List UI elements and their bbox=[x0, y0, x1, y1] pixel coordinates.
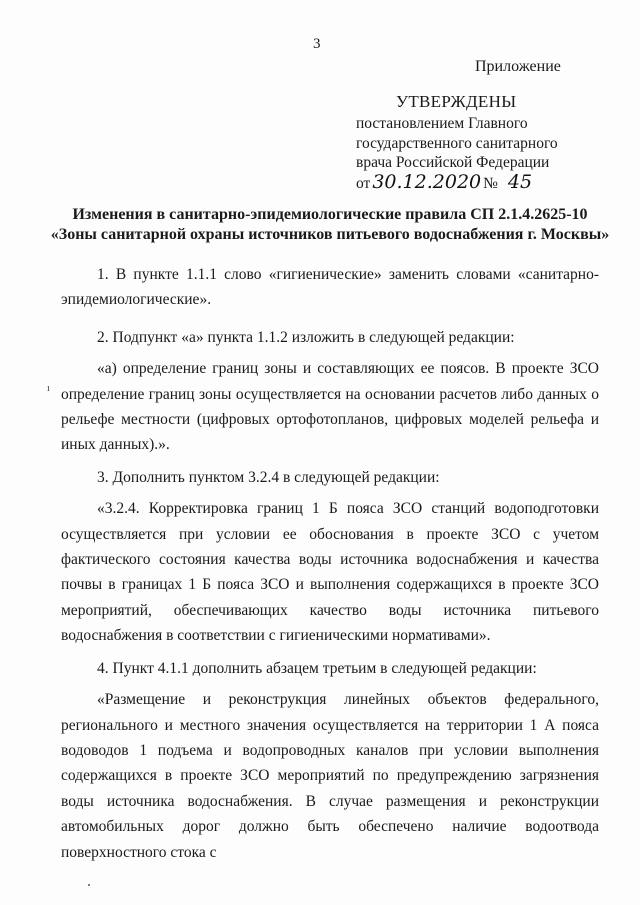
page-number: 3 bbox=[313, 36, 321, 52]
handwritten-date: 30.12.2020 bbox=[372, 170, 482, 193]
paragraph-4: 3. Дополнить пунктом 3.2.4 в следующей редакции: bbox=[97, 468, 440, 486]
title-line-1: Изменения в санитарно-эпидемиологические правила СП 2.1.4.2625-10 bbox=[72, 206, 588, 223]
approval-line-2: государственного санитарного bbox=[356, 134, 558, 152]
paragraph-6: 4. Пункт 4.1.1 дополнить абзацем третьим в следующей редакции: bbox=[97, 659, 537, 677]
paragraph-1: 1. В пункте 1.1.1 слово «гигиенические» заменить словами «санитарно-эпидемиологические». bbox=[61, 266, 599, 309]
scan-speck bbox=[88, 884, 90, 886]
approval-block bbox=[356, 114, 558, 193]
paragraph-5: «3.2.4. Корректировка границ 1 Б пояса ЗСО станций водоподготовки осуществляется при условии ее обоснования в проекте ЗСО с учетом фактического состояния качества воды источника водоснабжения и качества почвы в границах 1 Б пояса ЗСО и выполнения содержащихся в проекте ЗСО мероприятий, обеспечивающих качество воды источника питьевого водоснабжения в соответствии с гигиеническими нормативами». bbox=[61, 500, 599, 645]
paragraph-2: 2. Подпункт «а» пункта 1.1.2 изложить в следующей редакции: bbox=[97, 328, 515, 346]
document-body bbox=[61, 262, 599, 865]
approval-line-1: постановлением Главного bbox=[356, 115, 528, 132]
approval-line-3: врача Российской Федерации bbox=[356, 154, 550, 171]
document-title bbox=[40, 205, 620, 245]
appendix-label: Приложение bbox=[475, 58, 561, 75]
title-line-2: «Зоны санитарной охраны источников питьевого водоснабжения г. Москвы» bbox=[50, 226, 610, 243]
approval-date-number-row bbox=[356, 170, 558, 194]
from-label: от bbox=[356, 174, 371, 192]
margin-mark: ı bbox=[47, 383, 50, 394]
paragraph-7: «Размещение и реконструкция линейных объектов федерального, регионального и местного значения осуществляется на территории 1 А пояса водоводов 1 подъема и водопроводных каналов при условии выполнения содержащихся в проекте ЗСО мероприятий по предупреждению загрязнения воды источника водоснабжения. В случае размещения и реконструкции автомобильных дорог должно быть обеспечено наличие водоотвода поверхностного стока с bbox=[61, 691, 599, 861]
number-label: № bbox=[483, 174, 498, 192]
handwritten-number: 45 bbox=[507, 170, 533, 193]
paragraph-3: «а) определение границ зоны и составляющих ее поясов. В проекте ЗСО определение границ зоны осуществляется на основании расчетов либо данных о рельефе местности (цифровых ортофотопланов, цифровых моделей рельефа и иных данных).». bbox=[61, 360, 599, 454]
approval-heading: УТВЕРЖДЕНЫ bbox=[396, 92, 517, 111]
